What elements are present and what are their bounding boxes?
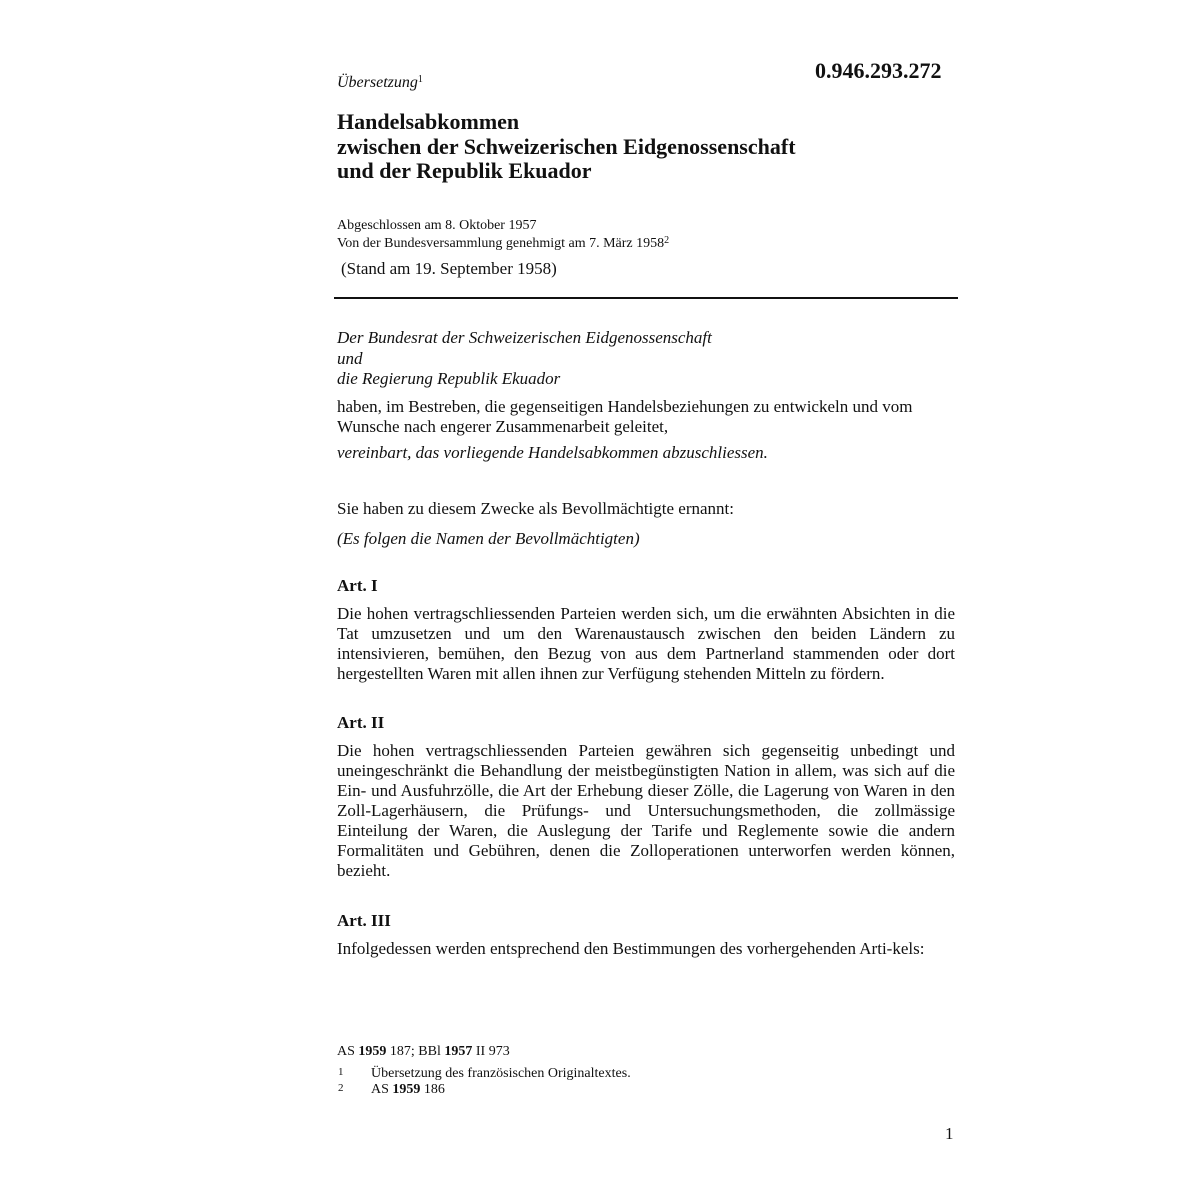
- page-number: 1: [945, 1124, 954, 1143]
- article-3-text: Infolgedessen werden entsprechend den Bestimmungen des vorhergehenden Arti-kels:: [337, 939, 925, 958]
- plenipotentiaries-intro: Sie haben zu diesem Zwecke als Bevollmächtigte ernannt:: [337, 499, 735, 518]
- footnote-1-number: 1: [338, 1066, 344, 1078]
- header-divider: [334, 297, 958, 299]
- translation-text: Übersetzung: [337, 74, 418, 91]
- translation-footnote-ref: 1: [417, 74, 423, 85]
- footnote-source: [337, 1044, 510, 1060]
- status-date: (Stand am 19. September 1958): [341, 259, 557, 278]
- approval-text: Von der Bundesversammlung genehmigt am 7. März 1958: [337, 235, 665, 251]
- source-suffix: II 973: [472, 1044, 510, 1059]
- plenipotentiaries-names: (Es folgen die Namen der Bevollmächtigten): [337, 529, 640, 548]
- source-year-1: 1959: [358, 1044, 387, 1059]
- fn2-year: 1959: [392, 1082, 421, 1097]
- party-1: Der Bundesrat der Schweizerischen Eidgenossenschaft: [337, 328, 712, 347]
- article-2-text: Die hohen vertragschliessenden Parteien gewähren sich gegenseitig unbedingt und uneingeschränkt die Behandlung der meistbegünstigten Nation in allem, was sich auf die Ein- und Ausfuhrzölle, die Art der Erhebung dieser Zölle, die Lagerung von Waren in den Zoll-Lagerhäusern, die Prüfungs- und Untersuchungsmethoden, die zollmässige Einteilung der Waren, die Auslegung der Tarife und Reglemente sowie die andern Formalitäten und Gebühren, denen die Zolloperationen unterworfen werden können, bezieht.: [337, 741, 955, 880]
- preamble-intent: haben, im Bestreben, die gegenseitigen Handelsbeziehungen zu entwickeln und vom Wunsche nach engerer Zusammenarbeit geleitet,: [337, 397, 913, 436]
- title-line-3: und der Republik Ekuador: [337, 158, 592, 183]
- article-2-heading: Art. II: [337, 713, 385, 732]
- title-line-1: Handelsabkommen: [337, 109, 520, 134]
- approval-footnote-ref: 2: [664, 234, 670, 246]
- party-conjunction: und: [337, 348, 363, 368]
- fn2-prefix: AS: [371, 1082, 393, 1097]
- document-meta: [337, 219, 669, 251]
- article-1-text: Die hohen vertragschliessenden Parteien werden sich, um die erwähnten Absichten in die Tat umzusetzen und um den Warenaustausch zwischen den beiden Ländern zu intensivieren, bemühen, den Bezug von aus dem Partnerland stammenden oder dort hergestellten Waren mit allen ihnen zur Verfügung stehenden Mitteln zu fördern.: [337, 604, 955, 683]
- source-prefix: AS: [337, 1044, 359, 1059]
- footnote-2-number: 2: [338, 1082, 344, 1094]
- approval-date: [337, 234, 669, 252]
- party-2: die Regierung Republik Ekuador: [337, 369, 561, 388]
- sr-number: 0.946.293.272: [815, 58, 942, 83]
- footnote-2-text: [371, 1082, 445, 1098]
- source-mid: 187; BBl: [386, 1044, 445, 1059]
- preamble-parties: [337, 328, 712, 390]
- translation-label: [337, 74, 423, 92]
- source-year-2: 1957: [444, 1044, 473, 1059]
- footnote-1-text: Übersetzung des französischen Originaltextes.: [371, 1066, 631, 1081]
- fn2-suffix: 186: [420, 1082, 445, 1097]
- document-title: [337, 110, 796, 184]
- preamble-agreed: vereinbart, das vorliegende Handelsabkommen abzuschliessen.: [337, 443, 768, 462]
- article-1-heading: Art. I: [337, 576, 378, 595]
- concluded-date: Abgeschlossen am 8. Oktober 1957: [337, 218, 537, 233]
- title-line-2: zwischen der Schweizerischen Eidgenossenschaft: [337, 133, 796, 159]
- article-3-heading: Art. III: [337, 911, 391, 930]
